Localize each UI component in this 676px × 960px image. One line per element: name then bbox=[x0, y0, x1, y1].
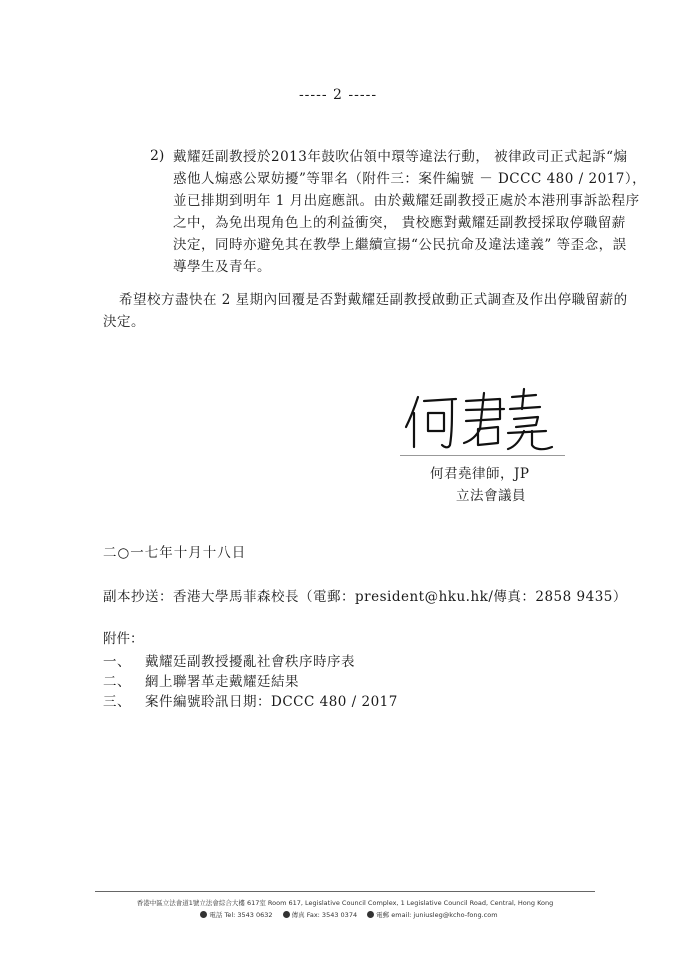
footer-divider bbox=[95, 891, 595, 892]
item-paragraph bbox=[173, 146, 647, 278]
signer-name: 何君堯律師，JP bbox=[430, 466, 530, 482]
page-number: ----- 2 ----- bbox=[298, 87, 378, 103]
attachment-item bbox=[103, 670, 299, 690]
attachment-text: 網上聯署革走戴耀廷結果 bbox=[145, 674, 299, 690]
email-icon bbox=[367, 911, 374, 918]
paragraph-line: 戴耀廷副教授於2013年鼓吹佔領中環等違法行動， 被律政司正式起訴“煽 bbox=[173, 149, 628, 165]
footer-fax: 傳真 Fax: 3543 0374 bbox=[291, 911, 358, 919]
attachment-number: 一、 bbox=[103, 654, 131, 670]
item-number: 2) bbox=[150, 148, 165, 164]
signature-line bbox=[400, 455, 565, 456]
paragraph-line: 導學生及青年。 bbox=[173, 259, 271, 275]
phone-icon bbox=[200, 911, 207, 918]
attachment-text: 案件編號聆訊日期：DCCC 480 / 2017 bbox=[145, 694, 398, 710]
request-paragraph bbox=[103, 289, 633, 333]
paragraph-line: 惑他人煽惑公眾妨擾”等罪名（附件三：案件編號 － DCCC 480 / 2017）， bbox=[173, 171, 647, 187]
paragraph-line: 希望校方盡快在 2 星期內回覆是否對戴耀廷副教授啟動正式調查及作出停職留薪的 bbox=[119, 292, 628, 308]
attachment-number: 二、 bbox=[103, 674, 131, 690]
handwritten-signature bbox=[400, 385, 560, 455]
attachment-text: 戴耀廷副教授擾亂社會秩序時序表 bbox=[145, 654, 355, 670]
paragraph-line: 之中，為免出現角色上的利益衝突， 貴校應對戴耀廷副教授採取停職留薪 bbox=[173, 215, 626, 231]
footer-email: 電郵 email: juniusleg@kcho-fong.com bbox=[376, 911, 498, 919]
paragraph-line: 並已排期到明年 1 月出庭應訊。由於戴耀廷副教授正處於本港刑事訴訟程序 bbox=[173, 193, 640, 209]
cc-line: 副本抄送：香港大學馬菲森校長（電郵：president@hku.hk/傳真：2858 9435） bbox=[103, 589, 627, 605]
attachment-item bbox=[103, 690, 398, 710]
attachments-title: 附件： bbox=[103, 631, 144, 647]
attachment-number: 三、 bbox=[103, 694, 131, 710]
paragraph-line: 決定，同時亦避免其在教學上繼續宣揚“公民抗命及違法達義” 等歪念，誤 bbox=[173, 237, 627, 253]
footer-tel: 電話 Tel: 3543 0632 bbox=[209, 911, 273, 919]
fax-icon bbox=[283, 911, 290, 918]
letter-date: 二○一七年十月十八日 bbox=[103, 545, 247, 561]
signer-title: 立法會議員 bbox=[456, 488, 526, 504]
attachment-item bbox=[103, 650, 355, 670]
paragraph-line: 決定。 bbox=[103, 314, 145, 330]
footer-address: 香港中區立法會道1號立法會綜合大樓 617室 Room 617, Legislative Council Complex, 1 Legislative Council Road, Central, Hong Kong bbox=[136, 899, 554, 907]
footer-contacts bbox=[95, 910, 595, 919]
